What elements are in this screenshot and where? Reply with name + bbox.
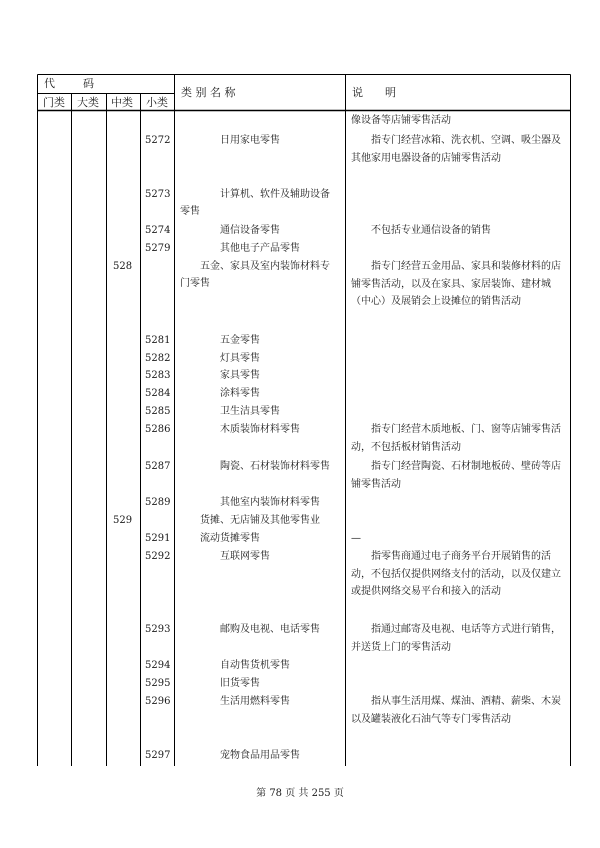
category-description: 不包括专业通信设备的销售 — [371, 225, 491, 236]
header-minor-category: 小类 — [146, 96, 168, 109]
category-name: 日用家电零售 — [220, 135, 280, 146]
minor-category-code: 5274 — [145, 225, 171, 236]
minor-category-code: 5287 — [145, 461, 171, 472]
category-name: 通信设备零售 — [220, 225, 280, 236]
minor-category-code: 5284 — [145, 388, 171, 399]
category-description: 指通过邮寄及电视、电话等方式进行销售，并送货上门的零售活动 — [351, 624, 561, 653]
minor-category-code: 5273 — [145, 189, 171, 200]
minor-category-code: 5297 — [145, 750, 171, 761]
category-name: 家具零售 — [220, 370, 260, 381]
minor-category-code: 5295 — [145, 678, 171, 689]
category-name: 木质装饰材料零售 — [220, 424, 300, 435]
header-category-name: 类 别 名 称 — [181, 86, 236, 99]
category-name: 其他室内装饰材料零售 — [220, 497, 320, 508]
category-name: 五金零售 — [220, 335, 260, 346]
category-description: 指从事生活用煤、煤油、酒精、薪柴、木炭以及罐装液化石油气等专门零售活动 — [351, 696, 561, 725]
category-name: 宠物食品用品零售 — [220, 750, 300, 761]
category-name: 生活用燃料零售 — [220, 696, 290, 707]
category-name: 邮购及电视、电话零售 — [220, 624, 320, 635]
minor-category-code: 5296 — [145, 696, 171, 707]
category-description: 指零售商通过电子商务平台开展销售的活动，不包括仅提供网络支付的活动，以及仅建立或提供网络交易平台和接入的活动 — [351, 551, 561, 597]
minor-category-code: 5285 — [145, 406, 171, 417]
header-door-category: 门类 — [43, 96, 65, 109]
category-name: 灯具零售 — [220, 353, 260, 364]
category-name: 其他电子产品零售 — [220, 243, 300, 254]
minor-category-code: 5286 — [145, 424, 171, 435]
header-description: 说 明 — [352, 86, 396, 99]
category-description: — — [351, 533, 361, 544]
category-name: 互联网零售 — [220, 551, 270, 562]
minor-category-code: 5291 — [145, 533, 171, 544]
minor-category-code: 5293 — [145, 624, 171, 635]
minor-category-code: 5282 — [145, 353, 171, 364]
header-major-category: 大类 — [77, 96, 99, 109]
header-middle-category: 中类 — [111, 96, 133, 109]
category-name: 卫生洁具零售 — [220, 406, 280, 417]
middle-category-code: 528 — [113, 261, 133, 272]
header-code-label: 代 码 — [44, 77, 96, 90]
category-name: 货摊、无店铺及其他零售业 — [200, 515, 320, 526]
category-name: 流动货摊零售 — [200, 533, 260, 544]
category-name: 涂料零售 — [220, 388, 260, 399]
minor-category-code: 5283 — [145, 370, 171, 381]
minor-category-code: 5281 — [145, 335, 171, 346]
category-description: 指专门经营五金用品、家具和装修材料的店铺零售活动，以及在家具、家居装饰、建材城（中心）及展销会上设摊位的销售活动 — [351, 261, 561, 307]
category-name: 计算机、软件及辅助设备零售 — [180, 189, 330, 217]
minor-category-code: 5272 — [145, 135, 171, 146]
minor-category-code: 5279 — [145, 243, 171, 254]
minor-category-code: 5292 — [145, 551, 171, 562]
category-name: 陶瓷、石材装饰材料零售 — [220, 461, 330, 472]
minor-category-code: 5294 — [145, 660, 171, 671]
minor-category-code: 5289 — [145, 497, 171, 508]
category-name: 旧货零售 — [220, 678, 260, 689]
category-description: 指专门经营陶瓷、石材制地板砖、壁砖等店铺零售活动 — [351, 461, 561, 490]
category-name: 五金、家具及室内装饰材料专门零售 — [180, 261, 330, 289]
middle-category-code: 529 — [113, 515, 133, 526]
category-description: 指专门经营冰箱、洗衣机、空调、吸尘器及其他家用电器设备的店铺零售活动 — [351, 135, 561, 164]
category-description: 指专门经营木质地板、门、窗等店铺零售活动，不包括板材销售活动 — [351, 424, 561, 453]
category-name: 自动售货机零售 — [220, 660, 290, 671]
page-footer: 第 78 页 共 255 页 — [256, 788, 344, 799]
category-description: 像设备等店铺零售活动 — [351, 115, 451, 126]
